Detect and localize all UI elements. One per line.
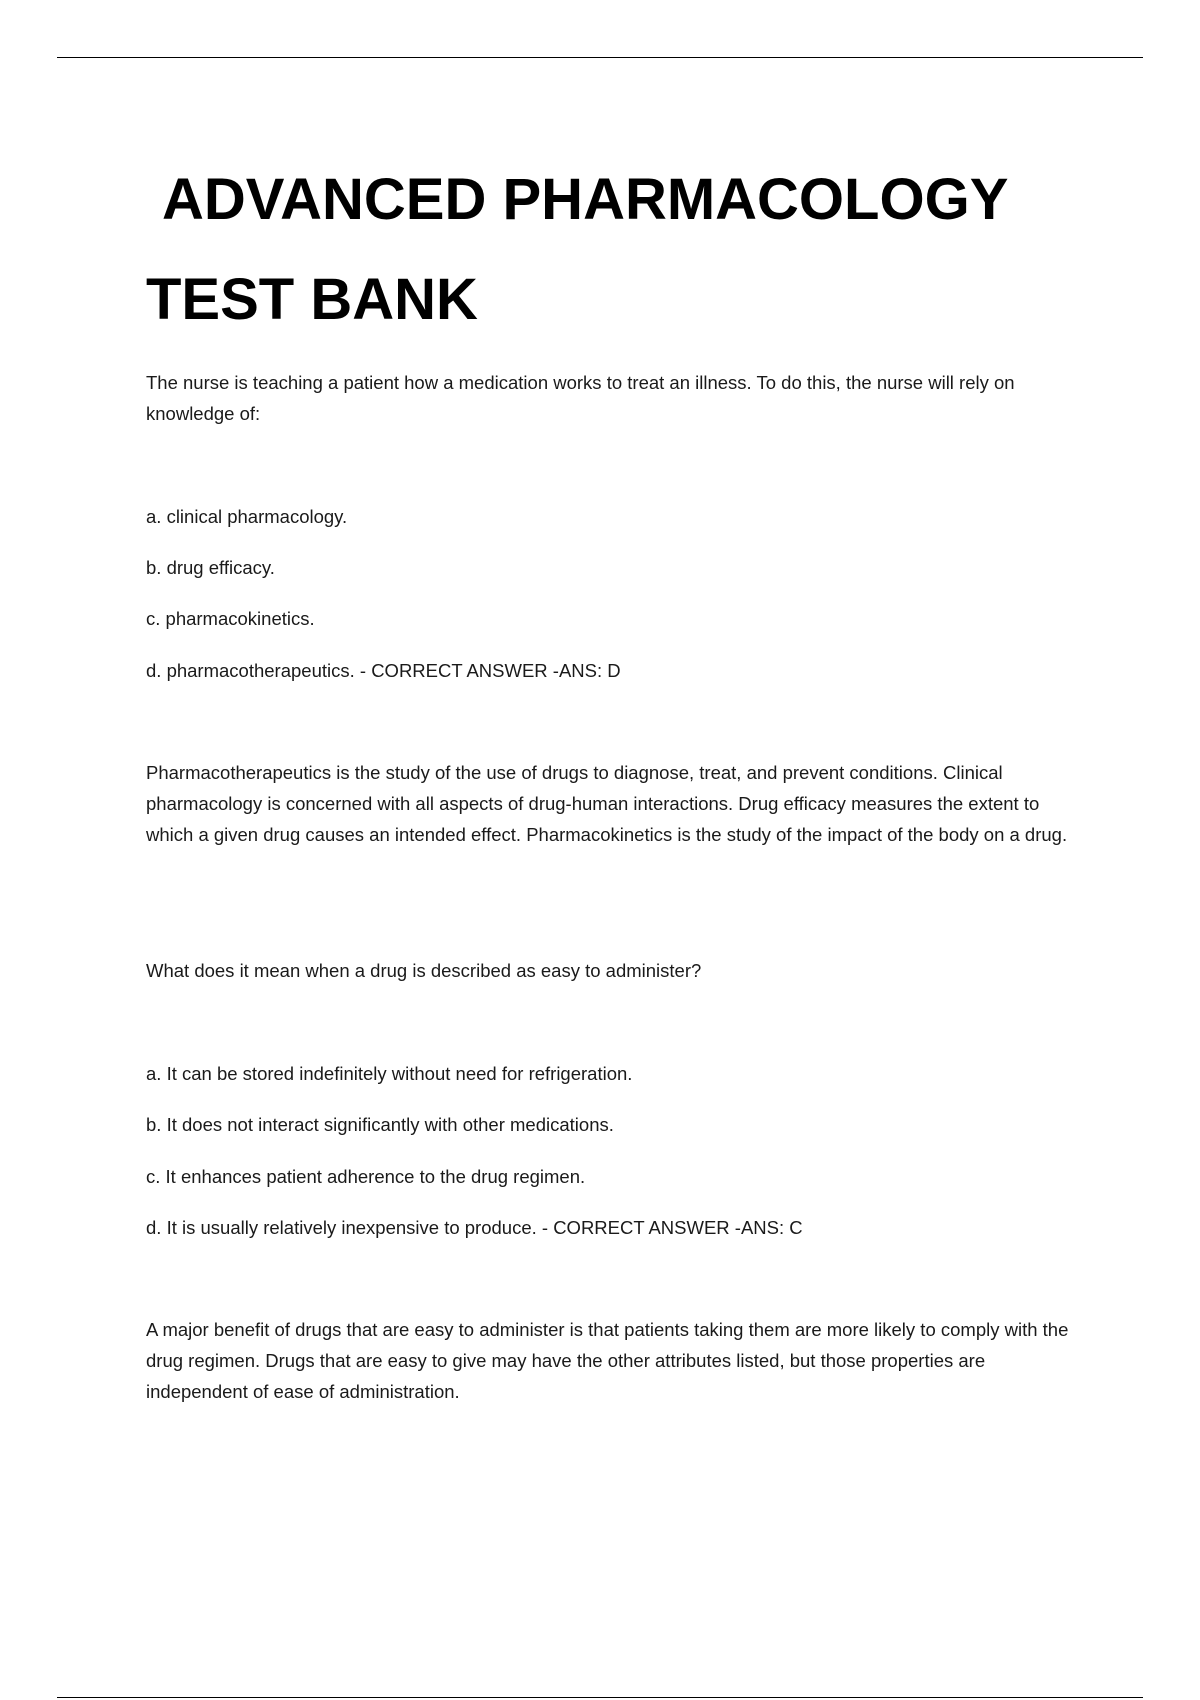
question-1-stem: The nurse is teaching a patient how a medication works to treat an illness. To do this, the nurse will rely on knowledge of: [146,372,1015,424]
question-2-option-c: c. It enhances patient adherence to the drug regimen. [146,1166,586,1187]
question-2-option-d-answer: d. It is usually relatively inexpensive to produce. - CORRECT ANSWER -ANS: C [146,1217,803,1238]
question-2-option-a: a. It can be stored indefinitely without need for refrigeration. [146,1063,633,1084]
question-2-option-b: b. It does not interact significantly with other medications. [146,1114,614,1135]
header-rule [57,57,1143,58]
question-1-option-c: c. pharmacokinetics. [146,608,315,629]
question-2-stem: What does it mean when a drug is described as easy to administer? [146,960,702,981]
document-title-line-1: ADVANCED PHARMACOLOGY [162,167,1009,232]
question-1-rationale: Pharmacotherapeutics is the study of the use of drugs to diagnose, treat, and prevent conditions. Clinical pharmacology is concerned with all aspects of drug-human interactions. Drug efficacy measures the extent to which a given drug causes an intended effect. Pharmacokinetics is the study of the impact of the body on a drug. [146,762,1068,845]
question-1-option-b: b. drug efficacy. [146,557,275,578]
document-title [146,150,1008,350]
document-title-line-2: TEST BANK [146,267,478,332]
footer-rule [57,1697,1143,1698]
question-1-option-a: a. clinical pharmacology. [146,506,348,527]
question-1-option-d-answer: d. pharmacotherapeutics. - CORRECT ANSWER -ANS: D [146,660,621,681]
question-2-rationale: A major benefit of drugs that are easy to administer is that patients taking them are more likely to comply with the drug regimen. Drugs that are easy to give may have the other attributes listed, but those properties are independent of ease of administration. [146,1319,1069,1402]
